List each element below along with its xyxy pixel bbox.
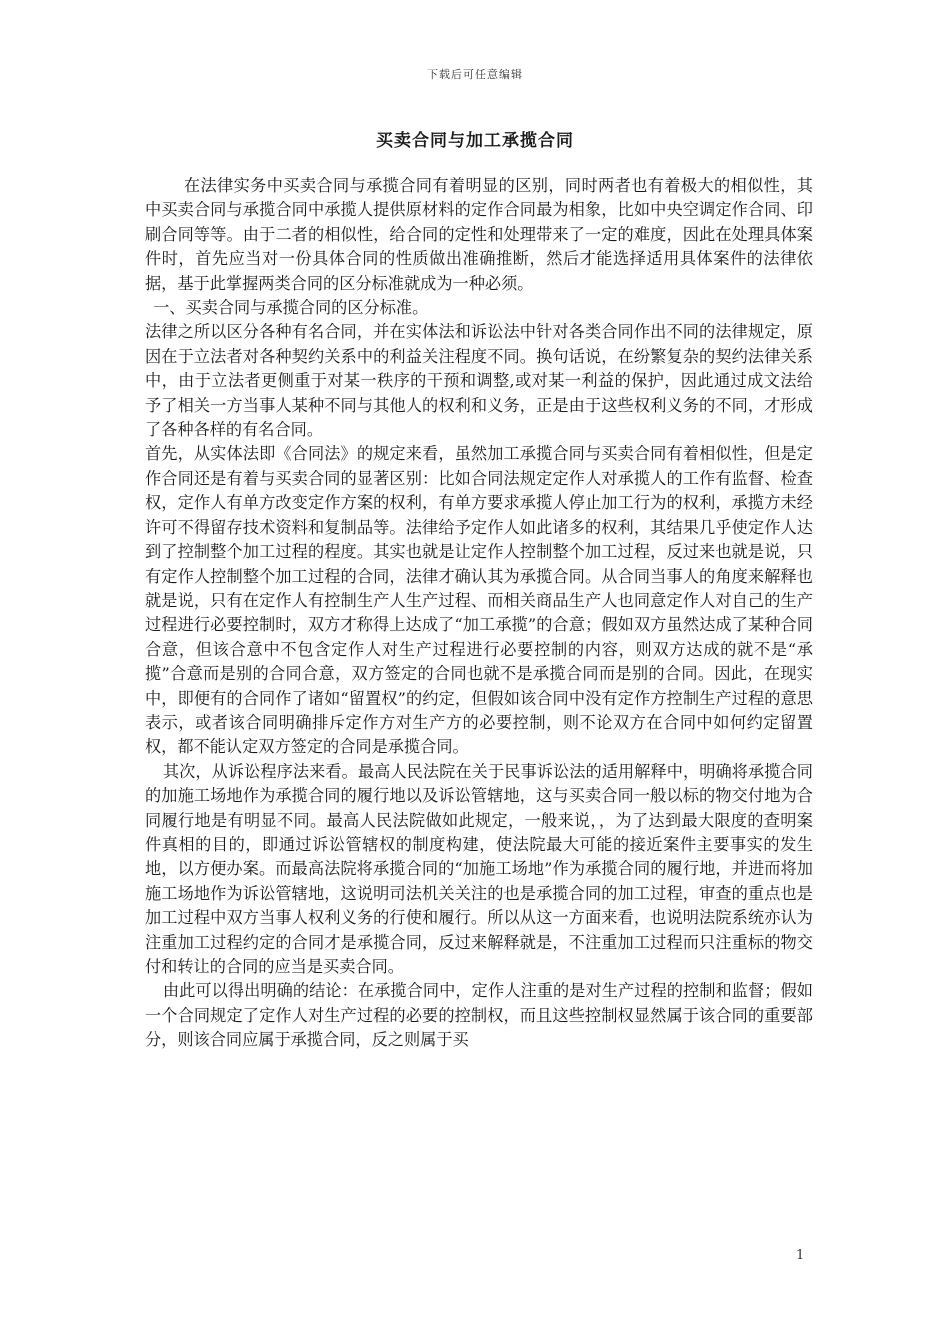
paragraph-substantive-law: 首先，从实体法即《合同法》的规定来看，虽然加工承揽合同与买卖合同有着相似性，但是定作合同还是有着与买卖合同的显著区别：比如合同法规定定作人对承揽人的工作有监督、检查权，定作人有单方改变定作方案的权利，有单方要求承揽人停止加工行为的权利，承揽方未经许可不得留存技术资料和复制品等。法律给予定作人如此诸多的权利，其结果几乎使定作人达到了控制整个加工过程的程度。其实也就是让定作人控制整个加工过程，反过来也就是说，只有定作人控制整个加工过程的合同，法律才确认其为承揽合同。从合同当事人的角度来解释也就是说，只有在定作人有控制生产人生产过程、而相关商品生产人也同意定作人对自己的生产过程进行必要控制时，双方才称得上达成了“加工承揽”的合意；假如双方虽然达成了某种合同合意，但该合意中不包含定作人对生产过程进行必要控制的内容，则双方达成的就不是“承揽”合意而是别的合同合意，双方签定的合同也就不是承揽合同而是别的合同。因此，在现实中，即便有的合同作了诸如“留置权”的约定，但假如该合同中没有定作方控制生产过程的意思表示，或者该合同明确排斥定作方对生产方的必要控制，则不论双方在合同中如何约定留置权，都不能认定双方签定的合同是承揽合同。: [145, 444, 813, 757]
page-number: 1: [796, 1248, 805, 1263]
section-heading: 一、买卖合同与承揽合同的区分标准。: [153, 298, 429, 318]
paragraph-legal-basis: 法律之所以区分各种有名合同，并在实体法和诉讼法中针对各类合同作出不同的法律规定，原因在于立法者对各种契约关系中的利益关注程度不同。换句话说，在纷繁复杂的契约法律关系中，由于立法者更侧重于对某一秩序的干预和调整,或对某一利益的保护，因此通过成文法给予了相关一方当事人某种不同与其他人的权利和义务，正是由于这些权利义务的不同，才形成了各种各样的有名合同。: [145, 322, 813, 440]
document-body: [145, 174, 813, 1053]
paragraph-intro: 在法律实务中买卖合同与承揽合同有着明显的区别，同时两者也有着极大的相似性，其中买卖合同与承揽合同中承揽人提供原材料的定作合同最为相象，比如中央空调定作合同、印刷合同等等。由于二者的相似性，给合同的定性和处理带来了一定的难度，因此在处理具体案件时，首先应当对一份具体合同的性质做出准确推断，然后才能选择适用具体案件的法律依据，基于此掌握两类合同的区分标准就成为一种必须。: [145, 176, 813, 293]
document-title: 买卖合同与加工承揽合同: [376, 131, 574, 151]
paragraph-procedural-law: 其次，从诉讼程序法来看。最高人民法院在关于民事诉讼法的适用解释中，明确将承揽合同的加施工场地作为承揽合同的履行地以及诉讼管辖地，这与买卖合同一般以标的物交付地为合同履行地是有明显不同。最高人民法院做如此规定，一般来说，，为了达到最大限度的查明案件真相的目的，即通过诉讼管辖权的制度构建，使法院最大可能的接近案件主要事实的发生地，以方便办案。而最高法院将承揽合同的“加施工场地”作为承揽合同的履行地，并进而将加施工场地作为诉讼管辖地，这说明司法机关关注的也是承揽合同的加工过程，审查的重点也是加工过程中双方当事人权利义务的行使和履行。所以从这一方面来看，也说明法院系统亦认为注重加工过程约定的合同才是承揽合同，反过来解释就是，不注重加工过程而只注重标的物交付和转让的合同的应当是买卖合同。: [145, 761, 813, 976]
header-note: 下载后可任意编辑: [427, 68, 523, 81]
paragraph-conclusion: 由此可以得出明确的结论：在承揽合同中，定作人注重的是对生产过程的控制和监督；假如一个合同规定了定作人对生产过程的必要的控制权，而且这些控制权显然属于该合同的重要部分，则该合同应属于承揽合同，反之则属于买: [145, 981, 813, 1050]
